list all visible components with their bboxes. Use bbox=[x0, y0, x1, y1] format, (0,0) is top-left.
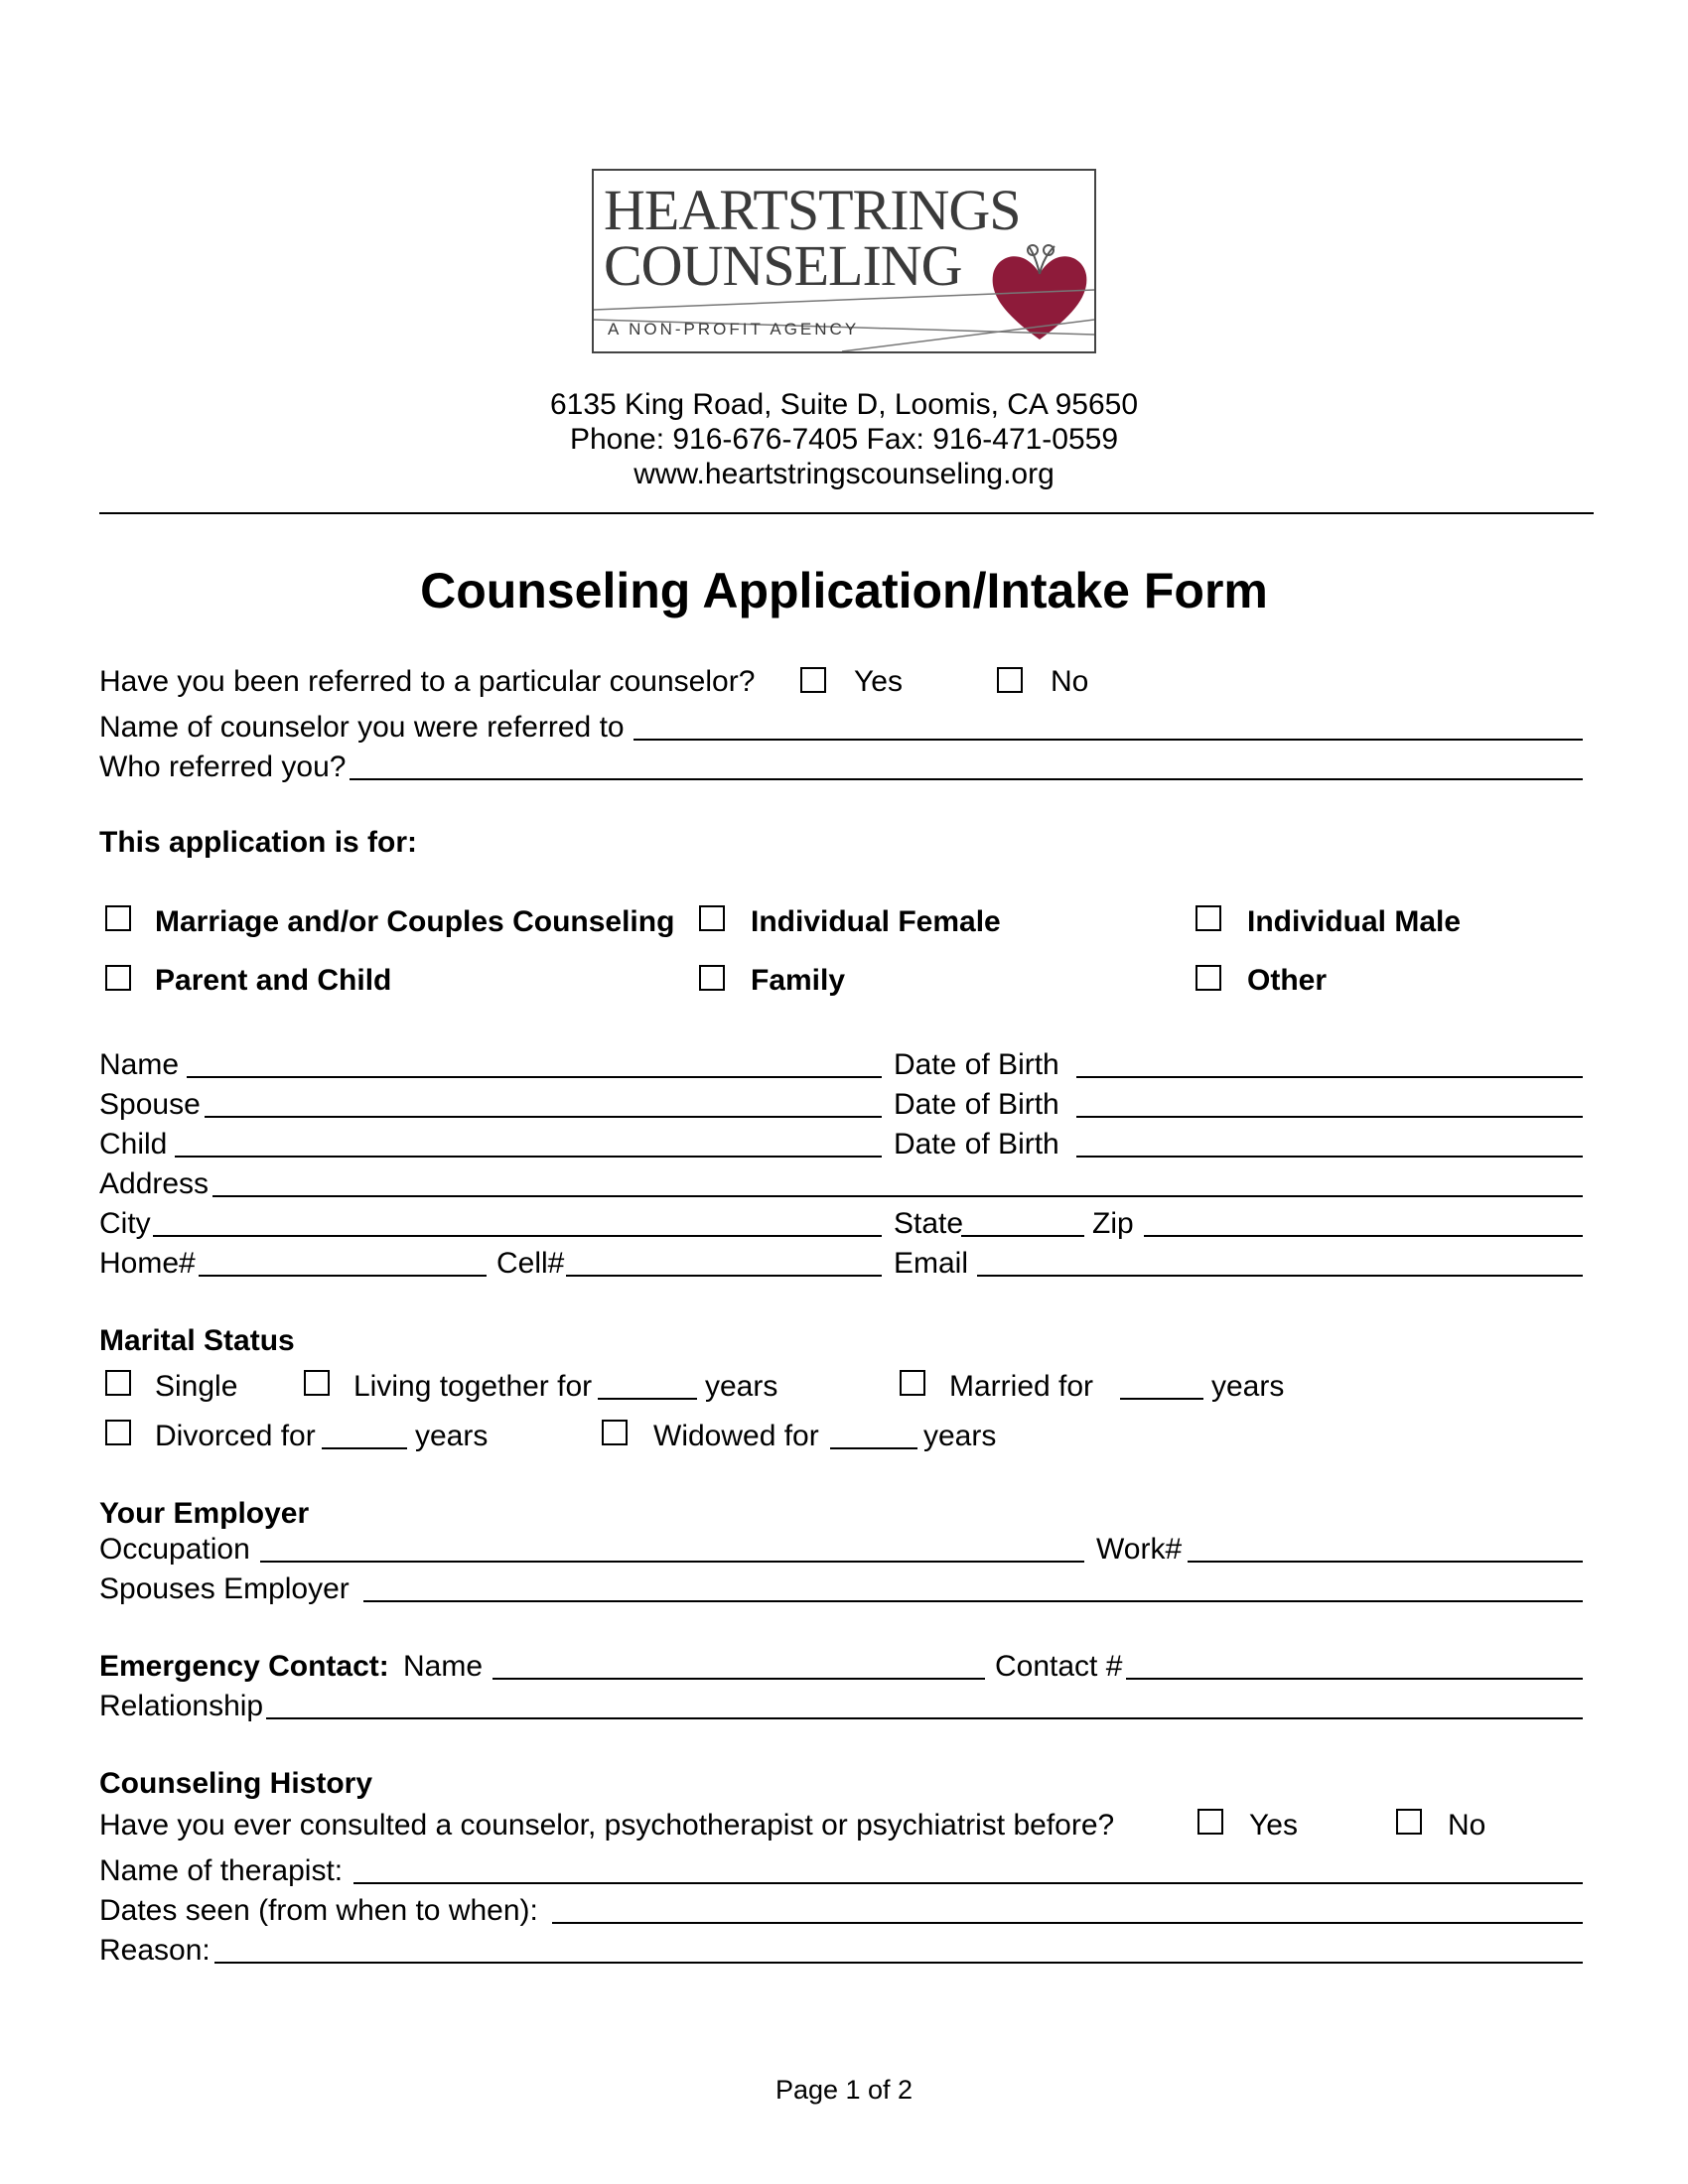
website-line: www.heartstringscounseling.org bbox=[633, 458, 1055, 490]
option-other-checkbox[interactable] bbox=[1196, 965, 1221, 991]
zip-field[interactable] bbox=[1144, 1235, 1583, 1237]
relationship-field[interactable] bbox=[266, 1717, 1583, 1719]
spouses-employer-label: Spouses Employer bbox=[99, 1572, 350, 1605]
reason-field[interactable] bbox=[214, 1962, 1583, 1964]
emergency-contact-field[interactable] bbox=[1126, 1678, 1583, 1680]
single-checkbox[interactable] bbox=[105, 1370, 131, 1396]
therapist-name-label: Name of therapist: bbox=[99, 1854, 344, 1887]
widowed-years-label: years bbox=[923, 1420, 997, 1452]
page-title: Counseling Application/Intake Form bbox=[420, 563, 1268, 618]
therapist-name-field[interactable] bbox=[353, 1882, 1583, 1884]
work-phone-label: Work# bbox=[1096, 1533, 1183, 1566]
relationship-label: Relationship bbox=[99, 1690, 264, 1722]
address-field[interactable] bbox=[212, 1195, 1583, 1197]
divorced-checkbox[interactable] bbox=[105, 1420, 131, 1445]
logo-line1: HEARTSTRINGS bbox=[604, 178, 1021, 242]
home-phone-label: Home# bbox=[99, 1247, 196, 1280]
living-together-checkbox[interactable] bbox=[304, 1370, 330, 1396]
single-label: Single bbox=[155, 1370, 238, 1403]
counselor-name-field[interactable] bbox=[633, 739, 1583, 741]
history-yes-label: Yes bbox=[1249, 1809, 1298, 1842]
history-heading: Counseling History bbox=[99, 1767, 373, 1800]
option-family-checkbox[interactable] bbox=[699, 965, 725, 991]
emergency-contact-label: Contact # bbox=[995, 1650, 1123, 1683]
option-individual-male-checkbox[interactable] bbox=[1196, 905, 1221, 931]
dates-seen-field[interactable] bbox=[552, 1922, 1583, 1924]
widowed-label: Widowed for bbox=[653, 1420, 819, 1452]
home-phone-field[interactable] bbox=[199, 1275, 487, 1277]
widowed-years-field[interactable] bbox=[830, 1447, 917, 1449]
state-label: State bbox=[894, 1207, 964, 1240]
living-together-label: Living together for bbox=[353, 1370, 593, 1403]
married-checkbox[interactable] bbox=[900, 1370, 925, 1396]
cell-phone-field[interactable] bbox=[566, 1275, 882, 1277]
divorced-label: Divorced for bbox=[155, 1420, 316, 1452]
occupation-label: Occupation bbox=[99, 1533, 250, 1566]
child-dob-label: Date of Birth bbox=[894, 1128, 1059, 1160]
option-individual-male-label: Individual Male bbox=[1247, 905, 1462, 938]
married-label: Married for bbox=[949, 1370, 1094, 1403]
child-dob-field[interactable] bbox=[1076, 1156, 1583, 1158]
occupation-field[interactable] bbox=[260, 1561, 1084, 1563]
living-together-years-label: years bbox=[705, 1370, 778, 1403]
option-parent-child-checkbox[interactable] bbox=[105, 965, 131, 991]
option-other-label: Other bbox=[1247, 964, 1328, 997]
option-couples-checkbox[interactable] bbox=[105, 905, 131, 931]
history-yes-checkbox[interactable] bbox=[1197, 1809, 1223, 1835]
work-phone-field[interactable] bbox=[1188, 1561, 1583, 1563]
dates-seen-label: Dates seen (from when to when): bbox=[99, 1894, 538, 1927]
history-question: Have you ever consulted a counselor, psychotherapist or psychiatrist before? bbox=[99, 1809, 1115, 1842]
logo-tagline: A NON-PROFIT AGENCY bbox=[608, 320, 860, 339]
child-field[interactable] bbox=[175, 1156, 882, 1158]
spouse-field[interactable] bbox=[205, 1116, 882, 1118]
name-label: Name bbox=[99, 1048, 180, 1081]
city-label: City bbox=[99, 1207, 151, 1240]
option-family-label: Family bbox=[751, 964, 846, 997]
emergency-name-field[interactable] bbox=[492, 1678, 985, 1680]
option-individual-female-label: Individual Female bbox=[751, 905, 1001, 938]
spouse-dob-field[interactable] bbox=[1076, 1116, 1583, 1118]
cell-phone-label: Cell# bbox=[496, 1247, 565, 1280]
name-field[interactable] bbox=[187, 1076, 882, 1078]
who-referred-label: Who referred you? bbox=[99, 751, 347, 783]
logo-line2: COUNSELING bbox=[604, 233, 962, 298]
living-together-years-field[interactable] bbox=[598, 1398, 697, 1400]
referral-question: Have you been referred to a particular counselor? bbox=[99, 665, 756, 698]
name-dob-field[interactable] bbox=[1076, 1076, 1583, 1078]
phone-fax-line: Phone: 916-676-7405 Fax: 916-471-0559 bbox=[569, 423, 1119, 456]
history-no-checkbox[interactable] bbox=[1396, 1809, 1422, 1835]
referral-yes-checkbox[interactable] bbox=[800, 667, 826, 693]
email-field[interactable] bbox=[977, 1275, 1583, 1277]
divorced-years-label: years bbox=[415, 1420, 489, 1452]
state-field[interactable] bbox=[961, 1235, 1084, 1237]
option-individual-female-checkbox[interactable] bbox=[699, 905, 725, 931]
counselor-name-label: Name of counselor you were referred to bbox=[99, 711, 625, 744]
city-field[interactable] bbox=[153, 1235, 882, 1237]
marital-status-heading: Marital Status bbox=[99, 1324, 295, 1357]
header-divider bbox=[99, 512, 1594, 514]
child-label: Child bbox=[99, 1128, 168, 1160]
address-line: 6135 King Road, Suite D, Loomis, CA 95650 bbox=[549, 388, 1139, 421]
emergency-name-label: Name bbox=[403, 1650, 484, 1683]
name-dob-label: Date of Birth bbox=[894, 1048, 1059, 1081]
referral-no-checkbox[interactable] bbox=[997, 667, 1023, 693]
history-no-label: No bbox=[1448, 1809, 1486, 1842]
logo bbox=[592, 169, 1096, 353]
referral-no-label: No bbox=[1051, 665, 1089, 698]
referral-yes-label: Yes bbox=[854, 665, 903, 698]
application-for-heading: This application is for: bbox=[99, 826, 418, 859]
page-number: Page 1 of 2 bbox=[774, 2075, 914, 2105]
spouses-employer-field[interactable] bbox=[363, 1600, 1583, 1602]
email-label: Email bbox=[894, 1247, 969, 1280]
who-referred-field[interactable] bbox=[350, 778, 1583, 780]
emergency-heading: Emergency Contact: bbox=[99, 1650, 389, 1683]
widowed-checkbox[interactable] bbox=[602, 1420, 628, 1445]
option-parent-child-label: Parent and Child bbox=[155, 964, 392, 997]
reason-label: Reason: bbox=[99, 1934, 211, 1967]
employer-heading: Your Employer bbox=[99, 1497, 310, 1530]
address-label: Address bbox=[99, 1167, 210, 1200]
married-years-field[interactable] bbox=[1120, 1398, 1203, 1400]
divorced-years-field[interactable] bbox=[322, 1447, 407, 1449]
zip-label: Zip bbox=[1092, 1207, 1134, 1240]
option-couples-label: Marriage and/or Couples Counseling bbox=[155, 905, 675, 938]
married-years-label: years bbox=[1211, 1370, 1285, 1403]
spouse-dob-label: Date of Birth bbox=[894, 1088, 1059, 1121]
spouse-label: Spouse bbox=[99, 1088, 201, 1121]
